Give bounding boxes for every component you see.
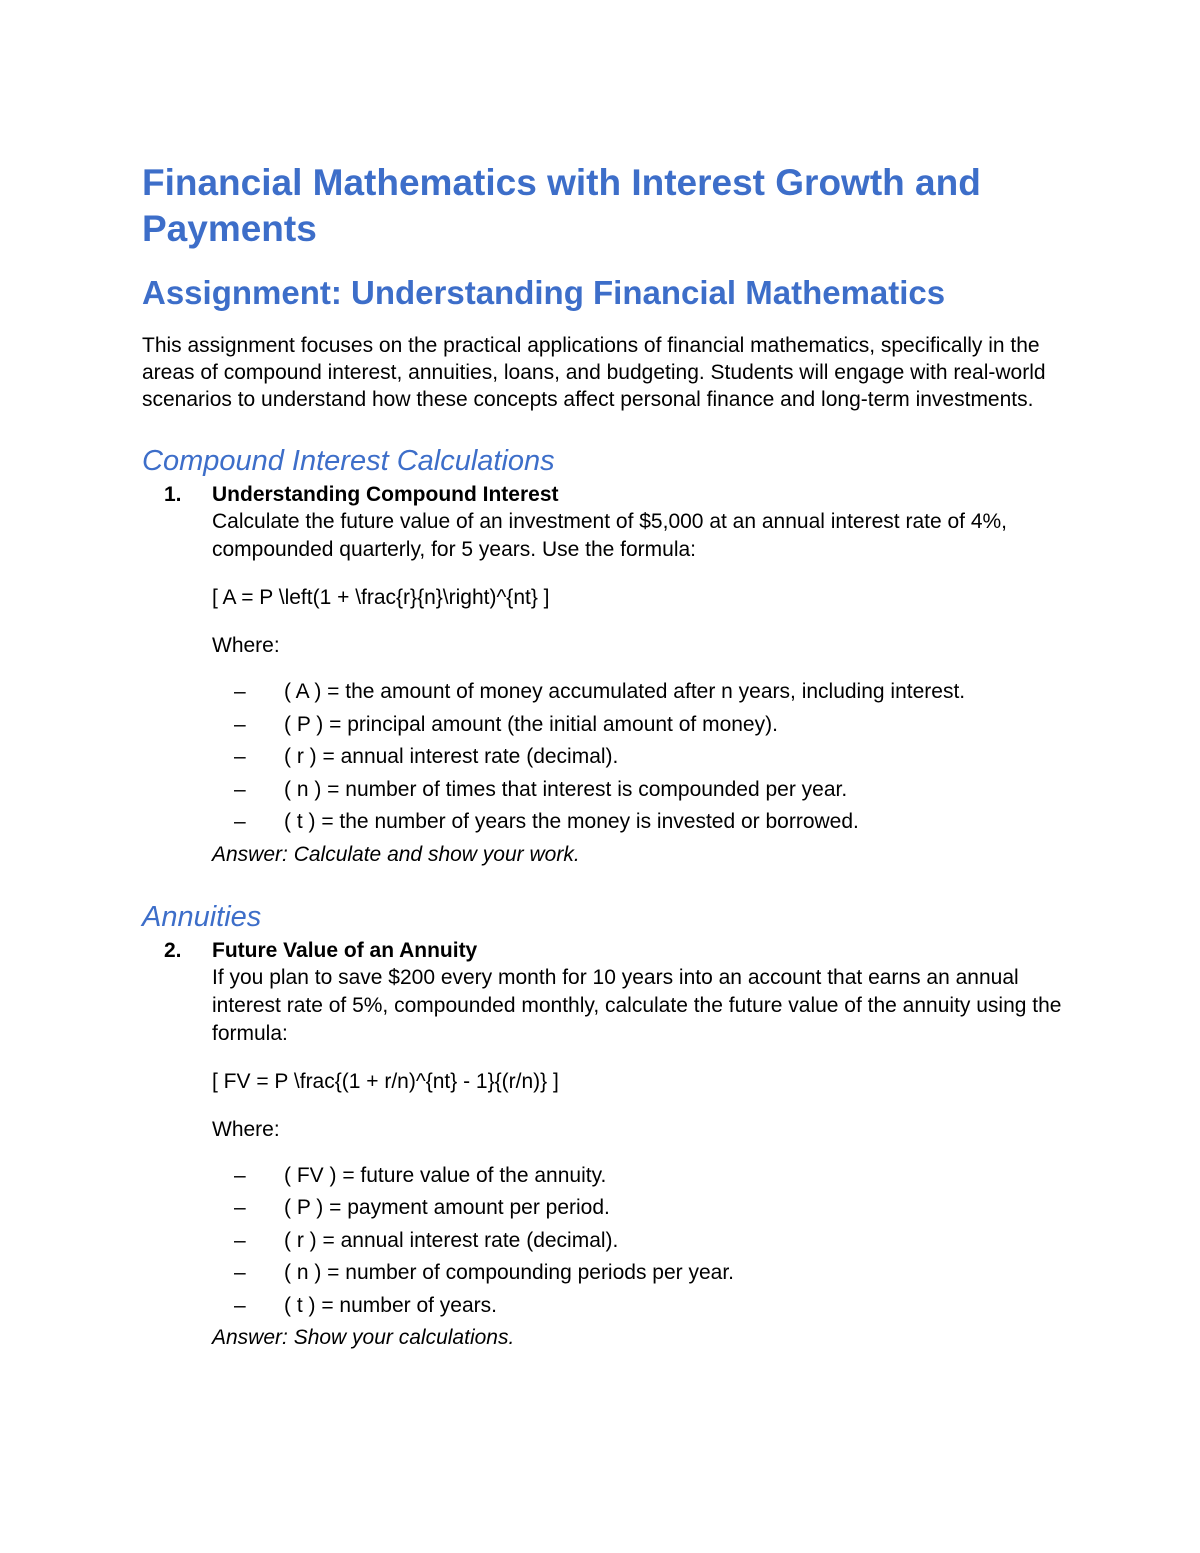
variable-text: ( r ) = annual interest rate (decimal). xyxy=(284,1228,619,1252)
dash-bullet: – xyxy=(234,810,246,833)
question-number: 2. xyxy=(164,938,182,962)
question-body: If you plan to save $200 every month for 10 years into an account that earns an annual interest rate of 5%, compounded monthly, calculate the future value of the annuity using the formula: xyxy=(212,965,1062,1045)
variable-text: ( r ) = annual interest rate (decimal). xyxy=(284,745,619,768)
variable-text: ( P ) = payment amount per period. xyxy=(284,1196,610,1219)
where-label: Where: xyxy=(212,1117,280,1141)
question-title: Future Value of an Annuity xyxy=(212,938,478,962)
variable-text: ( FV ) = future value of the annuity. xyxy=(284,1163,607,1187)
variable-item xyxy=(212,1290,1072,1323)
variable-item xyxy=(212,709,1072,742)
section-compound-interest xyxy=(142,443,1072,871)
section-heading: Compound Interest Calculations xyxy=(142,445,555,477)
formula: [ FV = P \frac{(1 + r/n)^{nt} - 1}{(r/n)} ] xyxy=(212,1069,559,1093)
dash-bullet: – xyxy=(234,1196,246,1219)
variable-item xyxy=(212,1192,1072,1225)
dash-bullet: – xyxy=(234,777,246,801)
variable-text: ( t ) = number of years. xyxy=(284,1293,497,1317)
dash-bullet: – xyxy=(234,712,246,736)
formula: [ A = P \left(1 + \frac{r}{n}\right)^{nt} ] xyxy=(212,586,550,609)
variable-text: ( P ) = principal amount (the initial amount of money). xyxy=(284,712,778,736)
dash-bullet: – xyxy=(234,1163,246,1187)
variable-item xyxy=(212,1257,1072,1290)
variable-text: ( n ) = number of compounding periods per year. xyxy=(284,1261,735,1284)
variable-list xyxy=(212,1160,1072,1323)
section-heading: Annuities xyxy=(142,900,262,933)
document-subtitle: Assignment: Understanding Financial Mathematics xyxy=(142,274,946,311)
variable-item xyxy=(212,806,1072,839)
where-label: Where: xyxy=(212,634,280,657)
question-body: Calculate the future value of an investment of $5,000 at an annual interest rate of 4%, compounded quarterly, for 5 years. Use the formula: xyxy=(212,510,1008,561)
question-title: Understanding Compound Interest xyxy=(212,483,559,506)
dash-bullet: – xyxy=(234,680,246,703)
intro-paragraph: This assignment focuses on the practical applications of financial mathematics, specifically in the areas of compound interest, annuities, loans, and budgeting. Students will engage with real-world scenarios to understand how these concepts affect personal finance and long-term investments. xyxy=(142,334,1046,411)
variable-item xyxy=(212,741,1072,774)
question-item xyxy=(142,481,1072,871)
document-title: Financial Mathematics with Interest Growth and Payments xyxy=(142,162,981,249)
answer-prompt: Answer: Show your calculations. xyxy=(212,1326,515,1349)
dash-bullet: – xyxy=(234,1228,246,1252)
variable-text: ( A ) = the amount of money accumulated after n years, including interest. xyxy=(284,680,966,703)
dash-bullet: – xyxy=(234,1261,246,1284)
variable-item xyxy=(212,774,1072,807)
document-page xyxy=(142,160,1072,1354)
question-item xyxy=(142,937,1072,1355)
variable-item xyxy=(212,676,1072,709)
question-number: 1. xyxy=(164,483,182,506)
variable-text: ( n ) = number of times that interest is compounded per year. xyxy=(284,777,848,801)
dash-bullet: – xyxy=(234,745,246,768)
variable-item xyxy=(212,1225,1072,1258)
section-annuities xyxy=(142,899,1072,1355)
variable-text: ( t ) = the number of years the money is invested or borrowed. xyxy=(284,810,859,833)
dash-bullet: – xyxy=(234,1293,246,1317)
variable-list xyxy=(212,676,1072,839)
variable-item xyxy=(212,1160,1072,1193)
answer-prompt: Answer: Calculate and show your work. xyxy=(212,842,580,866)
